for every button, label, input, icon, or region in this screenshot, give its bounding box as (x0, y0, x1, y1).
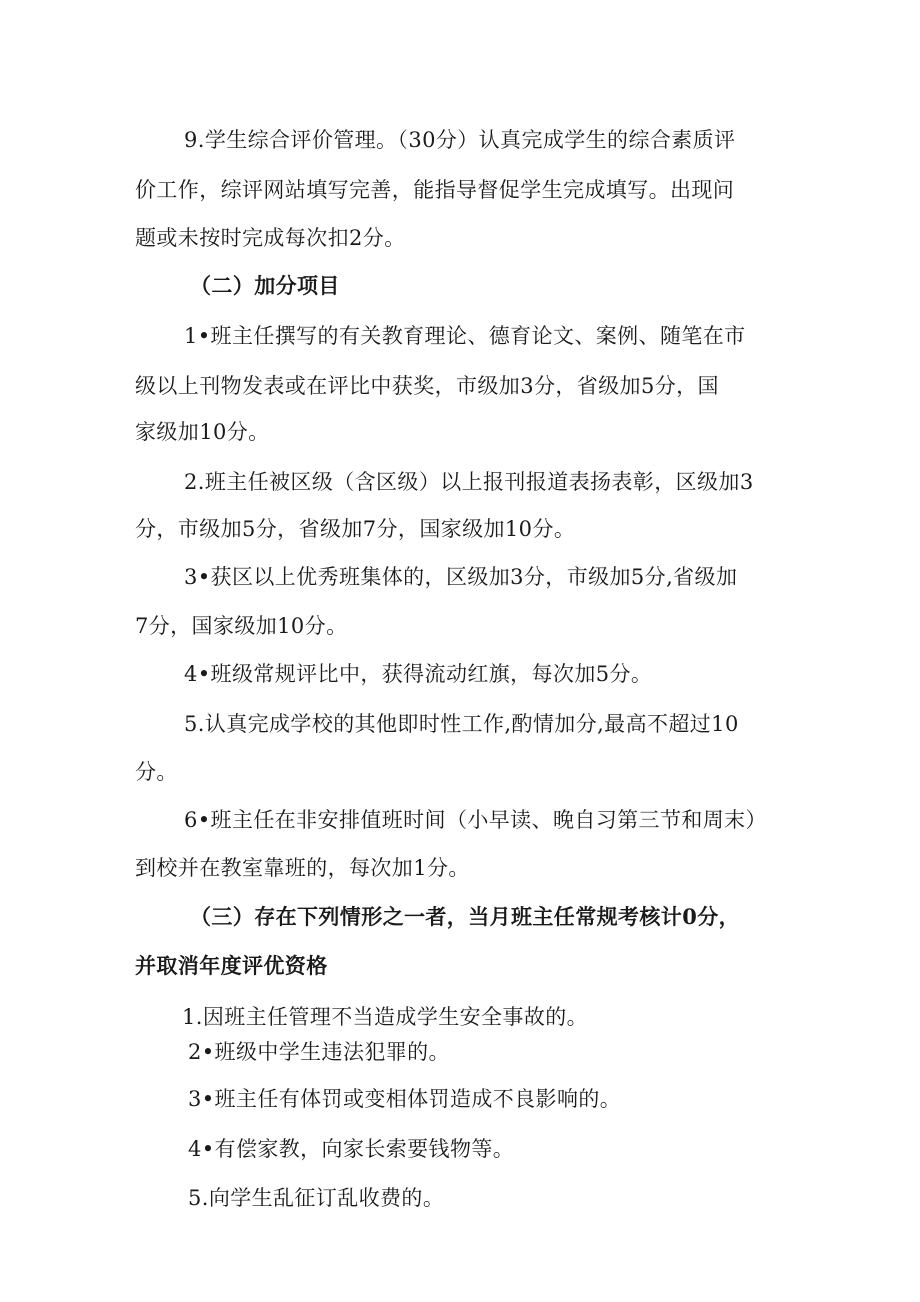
section3-item4: 4•有偿家教，向家长索要钱物等。 (188, 1137, 515, 1161)
section2-item4-line1: 4•班级常规评比中，获得流动红旗，每次加5分。 (184, 662, 653, 686)
section2-item3-line2: 7分，国家级加10分。 (135, 614, 348, 638)
section2-item6-line2: 到校并在教室靠班的，每次加1分。 (135, 856, 470, 880)
section3-heading-line1: （三）存在下列情形之一者，当月班主任常规考核计0分， (190, 904, 741, 929)
section2-item2-line2: 分，市级加5分，省级加7分，国家级加10分。 (135, 517, 576, 541)
section2-item1-line1: 1•班主任撰写的有关教育理论、德育论文、案例、随笔在市 (184, 324, 746, 348)
section2-item1-line2: 级以上刊物发表或在评比中获奖，市级加3分，省级加5分，国 (135, 374, 719, 398)
section3-item1: 1.因班主任管理不当造成学生安全事故的。 (182, 1005, 589, 1029)
section3-item2: 2•班级中学生违法犯罪的。 (188, 1040, 450, 1064)
section3-heading-line2: 并取消年度评优资格 (135, 953, 328, 978)
section2-item5-line1: 5.认真完成学校的其他即时性工作,酌情加分,最高不超过10 (184, 712, 739, 736)
section3-item5: 5.向学生乱征订乱收费的。 (188, 1186, 445, 1210)
section2-item2-line1: 2.班主任被区级（含区级）以上报刊报道表扬表彰，区级加3 (184, 470, 754, 494)
section2-item5-line2: 分。 (135, 760, 178, 784)
section2-heading: （二）加分项目 (190, 273, 340, 298)
item9-line2: 价工作，综评网站填写完善，能指导督促学生完成填写。出现问 (135, 178, 735, 202)
section2-item3-line1: 3•获区以上优秀班集体的，区级加3分，市级加5分,省级加 (184, 565, 738, 589)
item9-line3: 题或未按时完成每次扣2分。 (135, 226, 406, 250)
section2-item6-line1: 6•班主任在非安排值班时间（小早读、晚自习第三节和周末） (184, 808, 767, 832)
item9-line1: 9.学生综合评价管理。（30分）认真完成学生的综合素质评 (184, 128, 736, 152)
section3-item3: 3•班主任有体罚或变相体罚造成不良影响的。 (188, 1087, 622, 1111)
section2-item1-line3: 家级加10分。 (135, 420, 270, 444)
